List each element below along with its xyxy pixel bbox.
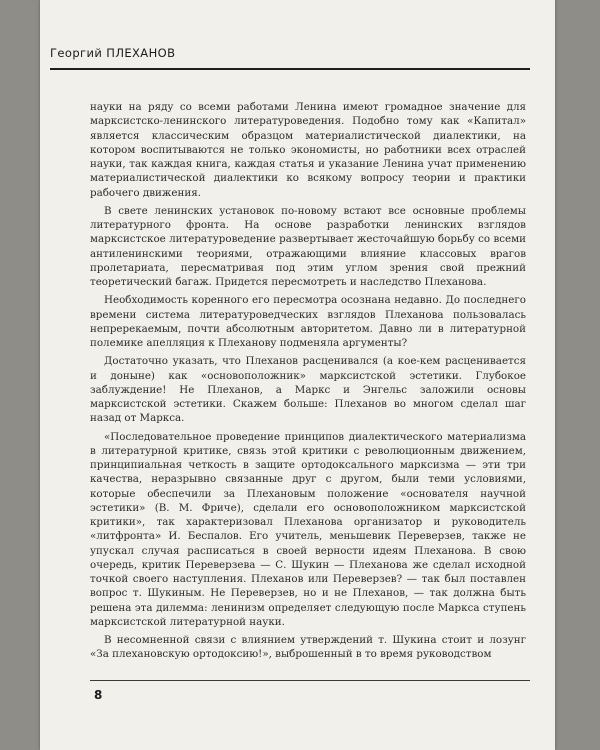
paragraph-4: Достаточно указать, что Плеханов расценивался (а кое-кем расценивается и доныне) как «основоположник» марксистской эстетики. Глубокое заблуждение! Не Плеханов, а Маркс и Энгельс заложили основы марксистской эстетики. Скажем больше: Плеханов во многом сделал шаг назад от Маркса. xyxy=(90,355,526,425)
running-header-author: Георгий ПЛЕХАНОВ xyxy=(50,46,176,60)
header-rule xyxy=(50,68,530,70)
paragraph-6: В несомненной связи с влиянием утверждений т. Шукина стоит и лозунг «За плехановскую ортодоксию!», выброшенный в то время руководством xyxy=(90,634,526,661)
body-text xyxy=(90,100,526,666)
paragraph-3: Необходимость коренного его пересмотра осознана недавно. До последнего времени система литературоведческих взглядов Плеханова пользовалась непререкаемым, почти абсолютным авторитетом. Давно ли в литературной полемике апелляция к Плеханову подменяла аргументы? xyxy=(90,294,526,349)
paragraph-1: науки на ряду со всеми работами Ленина имеют громадное значение для марксистско-ленинского литературоведения. Подобно тому как «Капитал» является классическим образцом материалистической диалектики, на котором воспитываются не только экономисты, но работники всех отраслей науки, так каждая книга, каждая статья и указание Ленина учат применению материалистической диалектики ко всякому вопросу теории и практики рабочего движения. xyxy=(90,101,526,199)
paragraph-5: «Последовательное проведение принципов диалектического материализма в литературной критике, связь этой критики с революционным движением, принципиальная четкость в защите ортодоксального марксизма — эти три качества, неразрывно связанные друг с другом, были теми условиями, которые обеспечили за Плехановым положение «основателя научной эстетики» (В. М. Фриче), сделали его основоположником марксистской критики», так характеризовал Плеханова организатор и руководитель «литфронта» И. Беспалов. Его учитель, меньшевик Переверзев, также не упускал случая расписаться в своей верности идеям Плеханова. В свою очередь, критик Переверзева — С. Шукин — Плеханова же сделал исходной точкой своего наступления. Плеханов или Переверзев? — так был поставлен вопрос т. Шукиным. Не Переверзев, но и не Плеханов, — так должна быть решена эта дилемма: ленинизм определяет следующую после Маркса ступень марксистской литературной науки. xyxy=(90,430,526,628)
footer-rule xyxy=(90,680,530,681)
page-number: 8 xyxy=(94,688,103,702)
paragraph-2: В свете ленинских установок по-новому встают все основные проблемы литературного фронта. На основе разработки ленинских взглядов марксистское литературоведение развертывает жесточайшую борьбу со всеми антиленинскими теориями, отражающими влияние классовых врагов пролетариата, пересматривая под этим углом зрения свой прежний теоретический багаж. Придется пересмотреть и наследство Плеханова. xyxy=(90,204,526,288)
